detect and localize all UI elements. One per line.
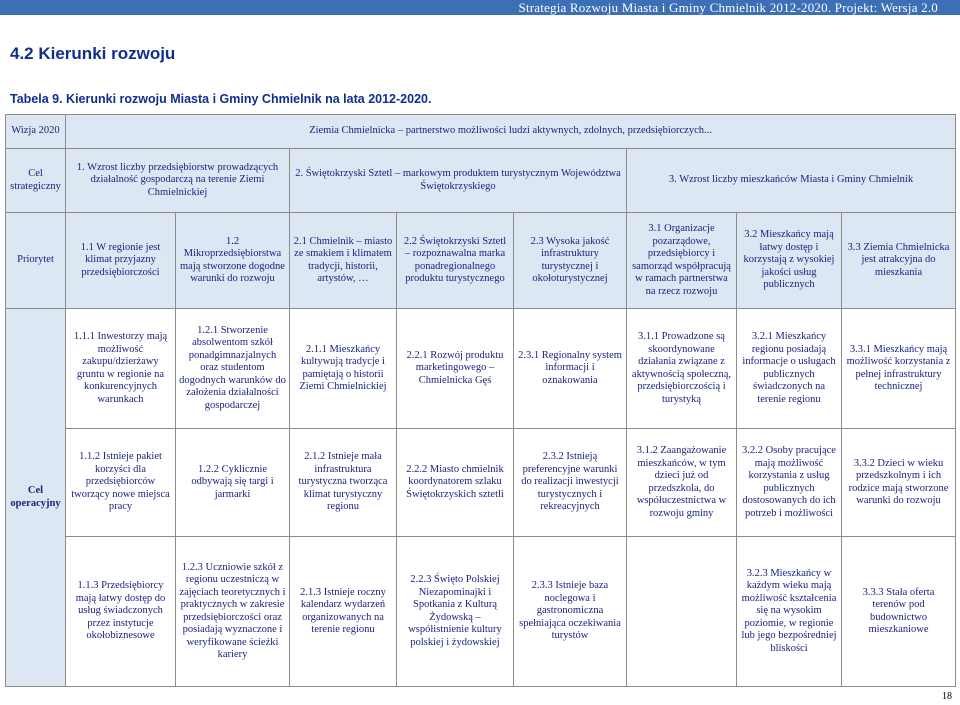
- operational-goal-2-3-2: 2.3.2 Istnieją preferencyjne warunki do realizacji inwestycji turystycznych i rekreacyjnych: [514, 429, 627, 537]
- table-caption: Tabela 9. Kierunki rozwoju Miasta i Gminy Chmielnik na lata 2012-2020.: [10, 92, 432, 106]
- operational-goal-1-2-3: 1.2.3 Uczniowie szkół z regionu uczestniczą w zajęciach teoretycznych i praktycznych w zakresie przedsiębiorczości oraz posiadają wyznaczone i weryfikowane ścieżki kariery: [176, 537, 290, 687]
- operational-goal-2-1-2: 2.1.2 Istnieje mała infrastruktura turystyczna tworząca klimat turystyczny regionu: [290, 429, 397, 537]
- operational-row-1: [6, 309, 956, 429]
- priority-1-2: 1.2 Mikroprzedsiębiorstwa mają stworzone dogodne warunki do rozwoju: [176, 213, 290, 309]
- operational-goal-2-1-1: 2.1.1 Mieszkańcy kultywują tradycje i pamiętają o historii Ziemi Chmielnickiej: [290, 309, 397, 429]
- vision-row: [6, 115, 956, 149]
- row-label-vision: Wizja 2020: [6, 115, 66, 149]
- row-label-strategic: Cel strategiczny: [6, 149, 66, 213]
- operational-goal-3-3-3: 3.3.3 Stała oferta terenów pod budownictwo mieszkaniowe: [842, 537, 956, 687]
- operational-row-2: [6, 429, 956, 537]
- strategic-goal-1: 1. Wzrost liczby przedsiębiorstw prowadzących działalność gospodarczą na terenie Ziemi Chmielnickiej: [66, 149, 290, 213]
- vision-cell: Ziemia Chmielnicka – partnerstwo możliwości ludzi aktywnych, zdolnych, przedsiębiorczych...: [66, 115, 956, 149]
- priority-3-1: 3.1 Organizacje pozarządowe, przedsiębiorcy i samorząd współpracują w ramach partnerstwa na rzecz rozwoju: [627, 213, 737, 309]
- operational-goal-2-2-2: 2.2.2 Miasto chmielnik koordynatorem szlaku Świętokrzyskich sztetli: [397, 429, 514, 537]
- row-label-operational: Cel operacyjny: [6, 309, 66, 687]
- row-label-priority: Priorytet: [6, 213, 66, 309]
- strategic-goal-2: 2. Świętokrzyski Sztetl – markowym produktem turystycznym Województwa Świętokrzyskiego: [290, 149, 627, 213]
- operational-goal-3-1-3-empty: [627, 537, 737, 687]
- operational-goal-3-3-2: 3.3.2 Dzieci w wieku przedszkolnym i ich rodzice mają stworzone warunki do rozwoju: [842, 429, 956, 537]
- operational-goal-2-2-1: 2.2.1 Rozwój produktu marketingowego – Chmielnicka Gęś: [397, 309, 514, 429]
- priority-2-1: 2.1 Chmielnik – miasto ze smakiem i klimatem tradycji, historii, artystów, …: [290, 213, 397, 309]
- section-title: 4.2 Kierunki rozwoju: [10, 44, 176, 63]
- priority-2-3: 2.3 Wysoka jakość infrastruktury turystycznej i okołoturystycznej: [514, 213, 627, 309]
- header-band: [0, 0, 960, 15]
- development-directions-table: [5, 114, 956, 687]
- operational-goal-3-2-2: 3.2.2 Osoby pracujące mają możliwość korzystania z usług publicznych dostosowanych do ich potrzeb i możliwości: [737, 429, 842, 537]
- operational-goal-3-2-3: 3.2.3 Mieszkańcy w każdym wieku mają możliwość kształcenia się na wysokim poziomie, w regionie lub jego bezpośredniej bliskości: [737, 537, 842, 687]
- strategic-row: [6, 149, 956, 213]
- operational-goal-1-1-2: 1.1.2 Istnieje pakiet korzyści dla przedsiębiorców tworzący nowe miejsca pracy: [66, 429, 176, 537]
- operational-goal-2-2-3: 2.2.3 Święto Polskiej Niezapominajki i Spotkania z Kulturą Żydowską – współistnienie kultury polskiej i żydowskiej: [397, 537, 514, 687]
- operational-goal-3-1-1: 3.1.1 Prowadzone są skoordynowane działania związane z aktywnością społeczną, przedsiębiorczością i turystyką: [627, 309, 737, 429]
- operational-goal-1-2-2: 1.2.2 Cyklicznie odbywają się targi i jarmarki: [176, 429, 290, 537]
- operational-goal-2-3-1: 2.3.1 Regionalny system informacji i oznakowania: [514, 309, 627, 429]
- operational-goal-1-1-1: 1.1.1 Inwestorzy mają możliwość zakupu/dzierżawy gruntu w regionie na konkurencyjnych warunkach: [66, 309, 176, 429]
- operational-goal-1-1-3: 1.1.3 Przedsiębiorcy mają łatwy dostęp do usług świadczonych przez instytucje okołobiznesowe: [66, 537, 176, 687]
- strategic-goal-3: 3. Wzrost liczby mieszkańców Miasta i Gminy Chmielnik: [627, 149, 956, 213]
- priority-3-3: 3.3 Ziemia Chmielnicka jest atrakcyjna do mieszkania: [842, 213, 956, 309]
- operational-goal-2-3-3: 2.3.3 Istnieje baza noclegowa i gastronomiczna spełniająca oczekiwania turystów: [514, 537, 627, 687]
- priority-row: [6, 213, 956, 309]
- operational-goal-3-3-1: 3.3.1 Mieszkańcy mają możliwość korzystania z pełnej infrastruktury technicznej: [842, 309, 956, 429]
- priority-2-2: 2.2 Świętokrzyski Sztetl – rozpoznawalna marka ponadregionalnego produktu turystycznego: [397, 213, 514, 309]
- operational-goal-3-2-1: 3.2.1 Mieszkańcy regionu posiadają informacje o usługach publicznych świadczonych na terenie regionu: [737, 309, 842, 429]
- priority-3-2: 3.2 Mieszkańcy mają łatwy dostęp i korzystają z wysokiej jakości usług publicznych: [737, 213, 842, 309]
- operational-row-3: [6, 537, 956, 687]
- operational-goal-3-1-2: 3.1.2 Zaangażowanie mieszkańców, w tym dzieci już od przedszkola, do współuczestnictwa w rozwoju gminy: [627, 429, 737, 537]
- priority-1-1: 1.1 W regionie jest klimat przyjazny przedsiębiorczości: [66, 213, 176, 309]
- operational-goal-2-1-3: 2.1.3 Istnieje roczny kalendarz wydarzeń organizowanych na terenie regionu: [290, 537, 397, 687]
- page-number: 18: [942, 691, 952, 702]
- operational-goal-1-2-1: 1.2.1 Stworzenie absolwentom szkół ponadgimnazjalnych oraz studentom dogodnych warunków do założenia działalności gospodarczej: [176, 309, 290, 429]
- document-header-title: Strategia Rozwoju Miasta i Gminy Chmielnik 2012-2020. Projekt: Wersja 2.0: [518, 0, 938, 15]
